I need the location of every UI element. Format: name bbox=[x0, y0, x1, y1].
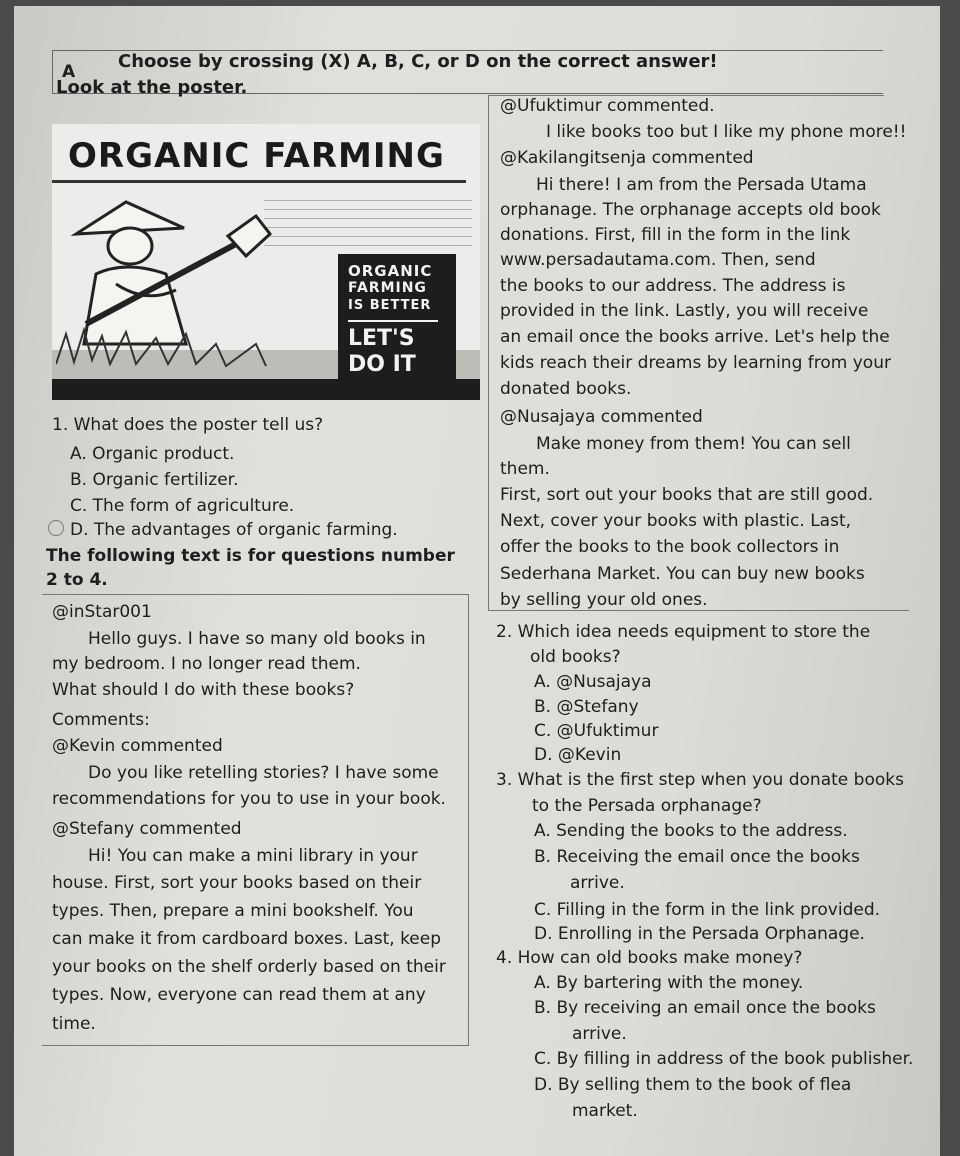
q1-option-b[interactable]: B. Organic fertilizer. bbox=[70, 470, 239, 490]
q3-option-c[interactable]: C. Filling in the form in the link provided. bbox=[534, 900, 881, 920]
comment-kakilangitsenja-line: Hi there! I am from the Persada Utama bbox=[536, 175, 867, 195]
q3-question-line2: to the Persada orphanage? bbox=[532, 796, 762, 816]
post-line-3: What should I do with these books? bbox=[52, 680, 355, 700]
comment-stefany-line: Hi! You can make a mini library in your bbox=[88, 846, 418, 866]
comment-nusajaya-line: First, sort out your books that are still good. bbox=[500, 485, 874, 505]
post-line-1: Hello guys. I have so many old books in bbox=[88, 629, 426, 649]
comment-kakilangitsenja-line: provided in the link. Lastly, you will receive bbox=[500, 301, 869, 321]
comment-kakilangitsenja-link: www.persadautama.com. Then, send bbox=[500, 250, 816, 270]
q2-option-a[interactable]: A. @Nusajaya bbox=[534, 672, 652, 692]
comment-nusajaya-line: offer the books to the book collectors in bbox=[500, 537, 840, 557]
comment-kakilangitsenja-line: the books to our address. The address is bbox=[500, 276, 846, 296]
poster-slogan-box bbox=[338, 254, 456, 384]
slogan-divider bbox=[348, 320, 438, 322]
instruction-text: Choose by crossing (X) A, B, C, or D on the correct answer! bbox=[118, 51, 718, 72]
slogan-line-organic: ORGANIC bbox=[348, 262, 433, 280]
comment-nusajaya-line: Sederhana Market. You can buy new books bbox=[500, 564, 865, 584]
q4-question: 4. How can old books make money? bbox=[496, 948, 803, 968]
comment-ufuktimur-author: @Ufuktimur commented. bbox=[500, 96, 715, 116]
answer-mark-circle bbox=[48, 520, 64, 536]
poster-divider bbox=[52, 180, 466, 183]
poster-title: ORGANIC FARMING bbox=[68, 136, 445, 176]
comment-stefany-line: types. Then, prepare a mini bookshelf. You bbox=[52, 901, 414, 921]
comment-kakilangitsenja-author: @Kakilangitsenja commented bbox=[500, 148, 754, 168]
q1-question: 1. What does the poster tell us? bbox=[52, 415, 324, 435]
comment-nusajaya-line: by selling your old ones. bbox=[500, 590, 708, 610]
q4-option-a[interactable]: A. By bartering with the money. bbox=[534, 973, 804, 993]
comment-stefany-line: your books on the shelf orderly based on their bbox=[52, 957, 446, 977]
comment-nusajaya-line: them. bbox=[500, 459, 550, 479]
q1-option-d[interactable]: D. The advantages of organic farming. bbox=[70, 520, 398, 540]
post-line-2: my bedroom. I no longer read them. bbox=[52, 654, 361, 674]
comments-label: Comments: bbox=[52, 710, 150, 730]
post-author: @inStar001 bbox=[52, 602, 152, 622]
q1-option-a[interactable]: A. Organic product. bbox=[70, 444, 235, 464]
q3-option-b[interactable]: B. Receiving the email once the books bbox=[534, 847, 860, 867]
passage-intro-line1: The following text is for questions number bbox=[46, 546, 455, 566]
comment-nusajaya-author: @Nusajaya commented bbox=[500, 407, 703, 427]
q4-option-b[interactable]: B. By receiving an email once the books bbox=[534, 998, 876, 1018]
comment-kevin-line: Do you like retelling stories? I have some bbox=[88, 763, 439, 783]
passage-intro-line2: 2 to 4. bbox=[46, 570, 108, 590]
comment-stefany-line: can make it from cardboard boxes. Last, keep bbox=[52, 929, 442, 949]
slogan-line-farming: FARMING bbox=[348, 280, 427, 296]
q2-question-line1: 2. Which idea needs equipment to store the bbox=[496, 622, 871, 642]
q2-question-line2: old books? bbox=[530, 647, 621, 667]
farmer-illustration bbox=[56, 194, 356, 384]
slogan-line-do-it: DO IT bbox=[348, 352, 416, 377]
section-letter: A bbox=[62, 62, 76, 82]
look-at-poster: Look at the poster. bbox=[56, 77, 248, 98]
slogan-line-better: IS BETTER bbox=[348, 298, 432, 313]
comment-stefany-line: time. bbox=[52, 1014, 96, 1034]
comment-kakilangitsenja-line: kids reach their dreams by learning from your bbox=[500, 353, 891, 373]
comment-nusajaya-line: Next, cover your books with plastic. Last, bbox=[500, 511, 852, 531]
q3-option-a[interactable]: A. Sending the books to the address. bbox=[534, 821, 848, 841]
comment-kevin-line: recommendations for you to use in your book. bbox=[52, 789, 446, 809]
comment-kakilangitsenja-line: donations. First, fill in the form in the link bbox=[500, 225, 851, 245]
q1-option-c[interactable]: C. The form of agriculture. bbox=[70, 496, 295, 516]
comment-kakilangitsenja-line: orphanage. The orphanage accepts old book bbox=[500, 200, 881, 220]
comment-kakilangitsenja-line: an email once the books arrive. Let's help the bbox=[500, 327, 890, 347]
comment-ufuktimur-line: I like books too but I like my phone more!! bbox=[546, 122, 907, 142]
organic-farming-poster bbox=[52, 124, 480, 400]
poster-bottom-band bbox=[52, 379, 480, 400]
q2-option-c[interactable]: C. @Ufuktimur bbox=[534, 721, 659, 741]
q3-option-d[interactable]: D. Enrolling in the Persada Orphanage. bbox=[534, 924, 865, 944]
q4-option-b-cont: arrive. bbox=[572, 1024, 627, 1044]
comment-nusajaya-line: Make money from them! You can sell bbox=[536, 434, 851, 454]
q4-option-c[interactable]: C. By filling in address of the book publisher. bbox=[534, 1049, 914, 1069]
comment-stefany-author: @Stefany commented bbox=[52, 819, 242, 839]
q4-option-d[interactable]: D. By selling them to the book of flea bbox=[534, 1075, 852, 1095]
q4-option-d-cont: market. bbox=[572, 1101, 638, 1121]
slogan-line-lets: LET'S bbox=[348, 326, 415, 351]
comment-kevin-author: @Kevin commented bbox=[52, 736, 223, 756]
q2-option-b[interactable]: B. @Stefany bbox=[534, 697, 639, 717]
comment-stefany-line: house. First, sort your books based on their bbox=[52, 873, 422, 893]
q3-question-line1: 3. What is the first step when you donate books bbox=[496, 770, 904, 790]
comment-kakilangitsenja-line: donated books. bbox=[500, 379, 632, 399]
q2-option-d[interactable]: D. @Kevin bbox=[534, 745, 622, 765]
q3-option-b-cont: arrive. bbox=[570, 873, 625, 893]
comment-stefany-line: types. Now, everyone can read them at any bbox=[52, 985, 426, 1005]
